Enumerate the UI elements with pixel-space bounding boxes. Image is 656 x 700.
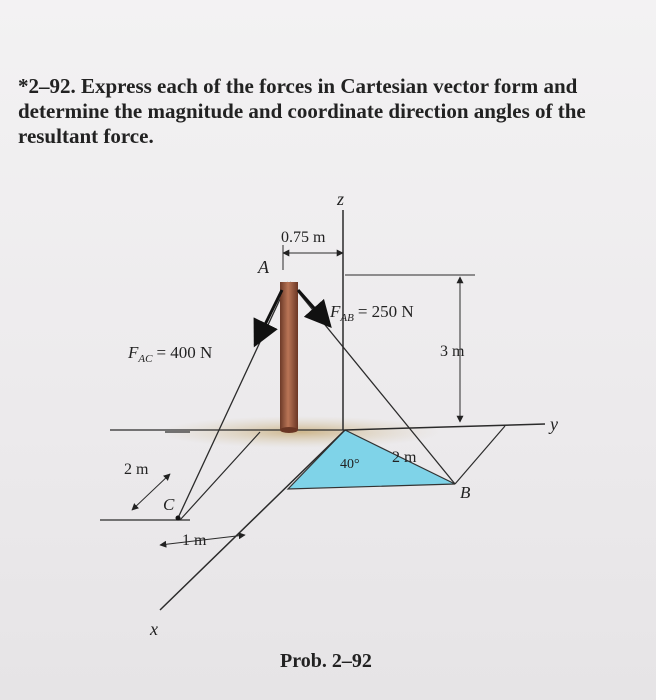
force-ab-value: = 250 N xyxy=(357,302,414,321)
dim-1m-label: 1 m xyxy=(182,532,207,549)
svg-text:FAC= 400 N xyxy=(127,343,212,365)
point-a-label: A xyxy=(258,257,269,277)
y-axis-label: y xyxy=(550,414,558,434)
pole-base xyxy=(280,427,298,433)
figure-caption: Prob. 2–92 xyxy=(280,650,372,672)
force-ac-symbol: F xyxy=(128,343,139,362)
problem-number: *2–92. xyxy=(18,74,76,98)
ground-line xyxy=(455,426,505,484)
dim-2m-right-label: 2 m xyxy=(392,449,417,466)
point-c-dot xyxy=(176,516,181,521)
problem-text: Express each of the forces in Cartesian vector form and determine the magnitude and coordinate direction angles of the resultant force. xyxy=(18,74,586,148)
force-ac-arrow xyxy=(255,290,282,345)
ground-shadow xyxy=(160,416,440,448)
svg-text:FAB= 250 N xyxy=(329,302,414,324)
point-c-label: C xyxy=(163,495,175,514)
point-b-label: B xyxy=(460,483,471,502)
force-ab-arrow xyxy=(298,290,330,326)
force-ac-subscript: AC xyxy=(138,353,153,365)
angle-40-label: 40° xyxy=(340,457,360,472)
dim-2m-left-label: 2 m xyxy=(124,461,149,478)
force-ab-symbol: F xyxy=(330,302,341,321)
dim-075-label: 0.75 m xyxy=(281,229,326,246)
x-axis-label: x xyxy=(150,619,158,639)
force-ac-label xyxy=(127,343,212,365)
pole xyxy=(280,282,298,430)
force-ac-value: = 400 N xyxy=(156,343,213,362)
cable-ac xyxy=(178,282,288,518)
force-ab-subscript: AB xyxy=(340,312,354,324)
z-axis-label: z xyxy=(337,189,345,209)
ground-line xyxy=(180,432,260,520)
force-ab-label xyxy=(329,302,414,324)
dim-3m-label: 3 m xyxy=(440,343,465,360)
